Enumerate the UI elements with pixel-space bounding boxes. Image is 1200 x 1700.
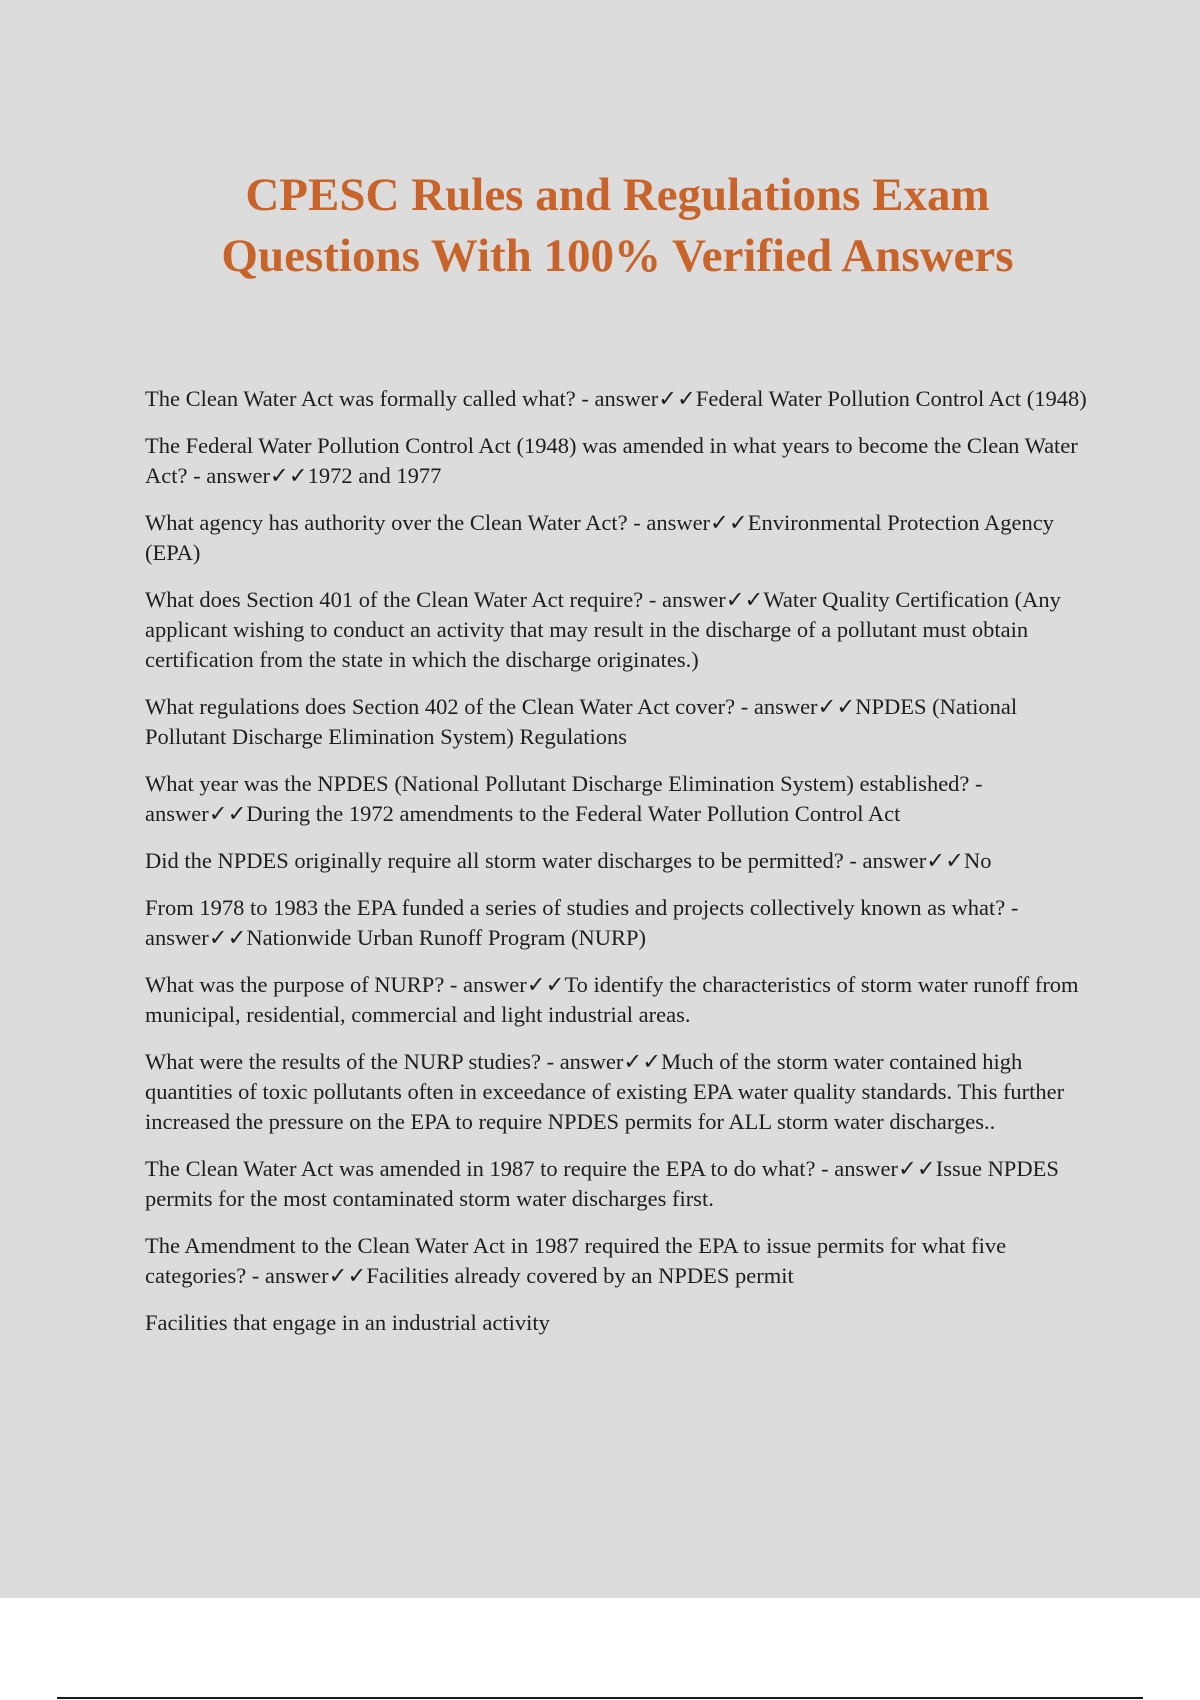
title-line-2: Questions With 100% Verified Answers bbox=[221, 230, 1014, 282]
qa-item: Did the NPDES originally require all storm water discharges to be permitted? - answer✓✓No bbox=[145, 848, 992, 873]
qa-item: What were the results of the NURP studies? - answer✓✓Much of the storm water contained high quantities of toxic pollutants often in exceedance of existing EPA water quality standards. This further increased the pressure on the EPA to require NPDES permits for ALL storm water discharges.. bbox=[145, 1049, 1065, 1134]
footer-divider bbox=[57, 1697, 1143, 1699]
qa-item: The Amendment to the Clean Water Act in 1987 required the EPA to issue permits for what five categories? - answer✓✓Facilities already covered by an NPDES permit bbox=[145, 1233, 1007, 1288]
qa-item: Facilities that engage in an industrial activity bbox=[145, 1310, 550, 1335]
qa-item: What agency has authority over the Clean Water Act? - answer✓✓Environmental Protection Agency (EPA) bbox=[145, 510, 1054, 565]
document-title bbox=[100, 165, 1135, 287]
page-footer-area bbox=[0, 1598, 1200, 1700]
qa-item: What does Section 401 of the Clean Water Act require? - answer✓✓Water Quality Certification (Any applicant wishing to conduct an activity that may result in the discharge of a pollutant must obtain certification from the state in which the discharge originates.) bbox=[145, 587, 1061, 672]
title-line-1: CPESC Rules and Regulations Exam bbox=[245, 169, 990, 221]
qa-list bbox=[145, 384, 1090, 1355]
qa-item: The Clean Water Act was formally called what? - answer✓✓Federal Water Pollution Control Act (1948) bbox=[145, 386, 1087, 411]
qa-item: From 1978 to 1983 the EPA funded a series of studies and projects collectively known as what? - answer✓✓Nationwide Urban Runoff Program (NURP) bbox=[145, 895, 1019, 950]
qa-item: The Federal Water Pollution Control Act (1948) was amended in what years to become the Clean Water Act? - answer✓✓1972 and 1977 bbox=[145, 433, 1078, 488]
qa-item: The Clean Water Act was amended in 1987 to require the EPA to do what? - answer✓✓Issue NPDES permits for the most contaminated storm water discharges first. bbox=[145, 1156, 1059, 1211]
qa-item: What was the purpose of NURP? - answer✓✓To identify the characteristics of storm water runoff from municipal, residential, commercial and light industrial areas. bbox=[145, 972, 1079, 1027]
qa-item: What year was the NPDES (National Pollutant Discharge Elimination System) established? - answer✓✓During the 1972 amendments to the Federal Water Pollution Control Act bbox=[145, 771, 983, 826]
qa-item: What regulations does Section 402 of the Clean Water Act cover? - answer✓✓NPDES (National Pollutant Discharge Elimination System) Regulations bbox=[145, 694, 1018, 749]
